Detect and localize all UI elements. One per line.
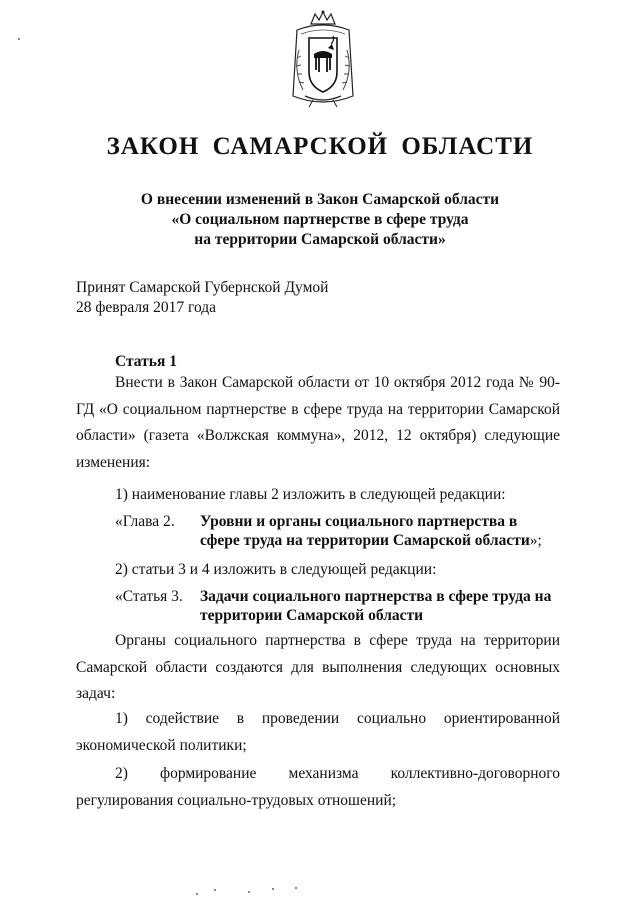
scan-speck: [18, 38, 20, 40]
law-title: ЗАКОН САМАРСКОЙ ОБЛАСТИ: [106, 133, 534, 160]
adoption-note: [76, 278, 328, 318]
scan-speck: [214, 889, 216, 891]
chapter-title: Уровни и органы социального партнерства в сфере труда на территории Самарской области: [200, 513, 530, 549]
organs-paragraph: Органы социального партнерства в сфере труда на территории Самарской области создаются для выполнения следующих основных задач:: [76, 632, 560, 702]
article-3-heading: [115, 587, 560, 625]
article-3-label: «Статья 3.: [115, 588, 183, 605]
scan-speck: [196, 893, 198, 895]
scan-speck: [295, 887, 297, 889]
task-2: 2) формирование механизма коллективно-договорного регулирования социально-трудовых отношений;: [76, 765, 560, 809]
subtitle-line: О внесении изменений в Закон Самарской области: [140, 191, 500, 208]
chapter-2-heading: [115, 512, 560, 550]
scan-speck: [248, 891, 250, 893]
adoption-line: Принят Самарской Губернской Думой: [76, 279, 329, 296]
task-1: 1) содействие в проведении социально ориентированной экономической политики;: [76, 710, 560, 754]
task-2-block: [76, 761, 560, 814]
article-3-title: Задачи социального партнерства в сфере труда на территории Самарской области: [200, 588, 552, 624]
subtitle-line: «О социальном партнерстве в сфере труда: [171, 211, 469, 228]
article-intro: [76, 370, 560, 476]
intro-paragraph: Внести в Закон Самарской области от 10 октября 2012 года № 90-ГД «О социальном партнерстве в сфере труда на территории Самарской области» (газета «Волжская коммуна», 2012, 12 октября) следующие изменения:: [76, 374, 560, 471]
chapter-label: «Глава 2.: [115, 513, 175, 530]
article-heading: Статья 1: [115, 353, 177, 370]
amendment-item-1-text: 1) наименование главы 2 изложить в следующей редакции:: [115, 486, 506, 503]
amendment-item-2: [76, 559, 560, 581]
amendment-item-2-text: 2) статьи 3 и 4 изложить в следующей редакции:: [115, 561, 437, 578]
samara-oblast-coat-of-arms-icon: [283, 10, 363, 110]
law-subtitle: [0, 190, 640, 250]
organs-block: [76, 628, 560, 708]
scan-speck: [272, 888, 274, 890]
adoption-date: 28 февраля 2017 года: [76, 299, 217, 316]
chapter-tail: »;: [529, 532, 542, 549]
task-1-block: [76, 706, 560, 759]
amendment-item-1: [76, 484, 560, 506]
subtitle-line: на территории Самарской области»: [194, 231, 446, 248]
